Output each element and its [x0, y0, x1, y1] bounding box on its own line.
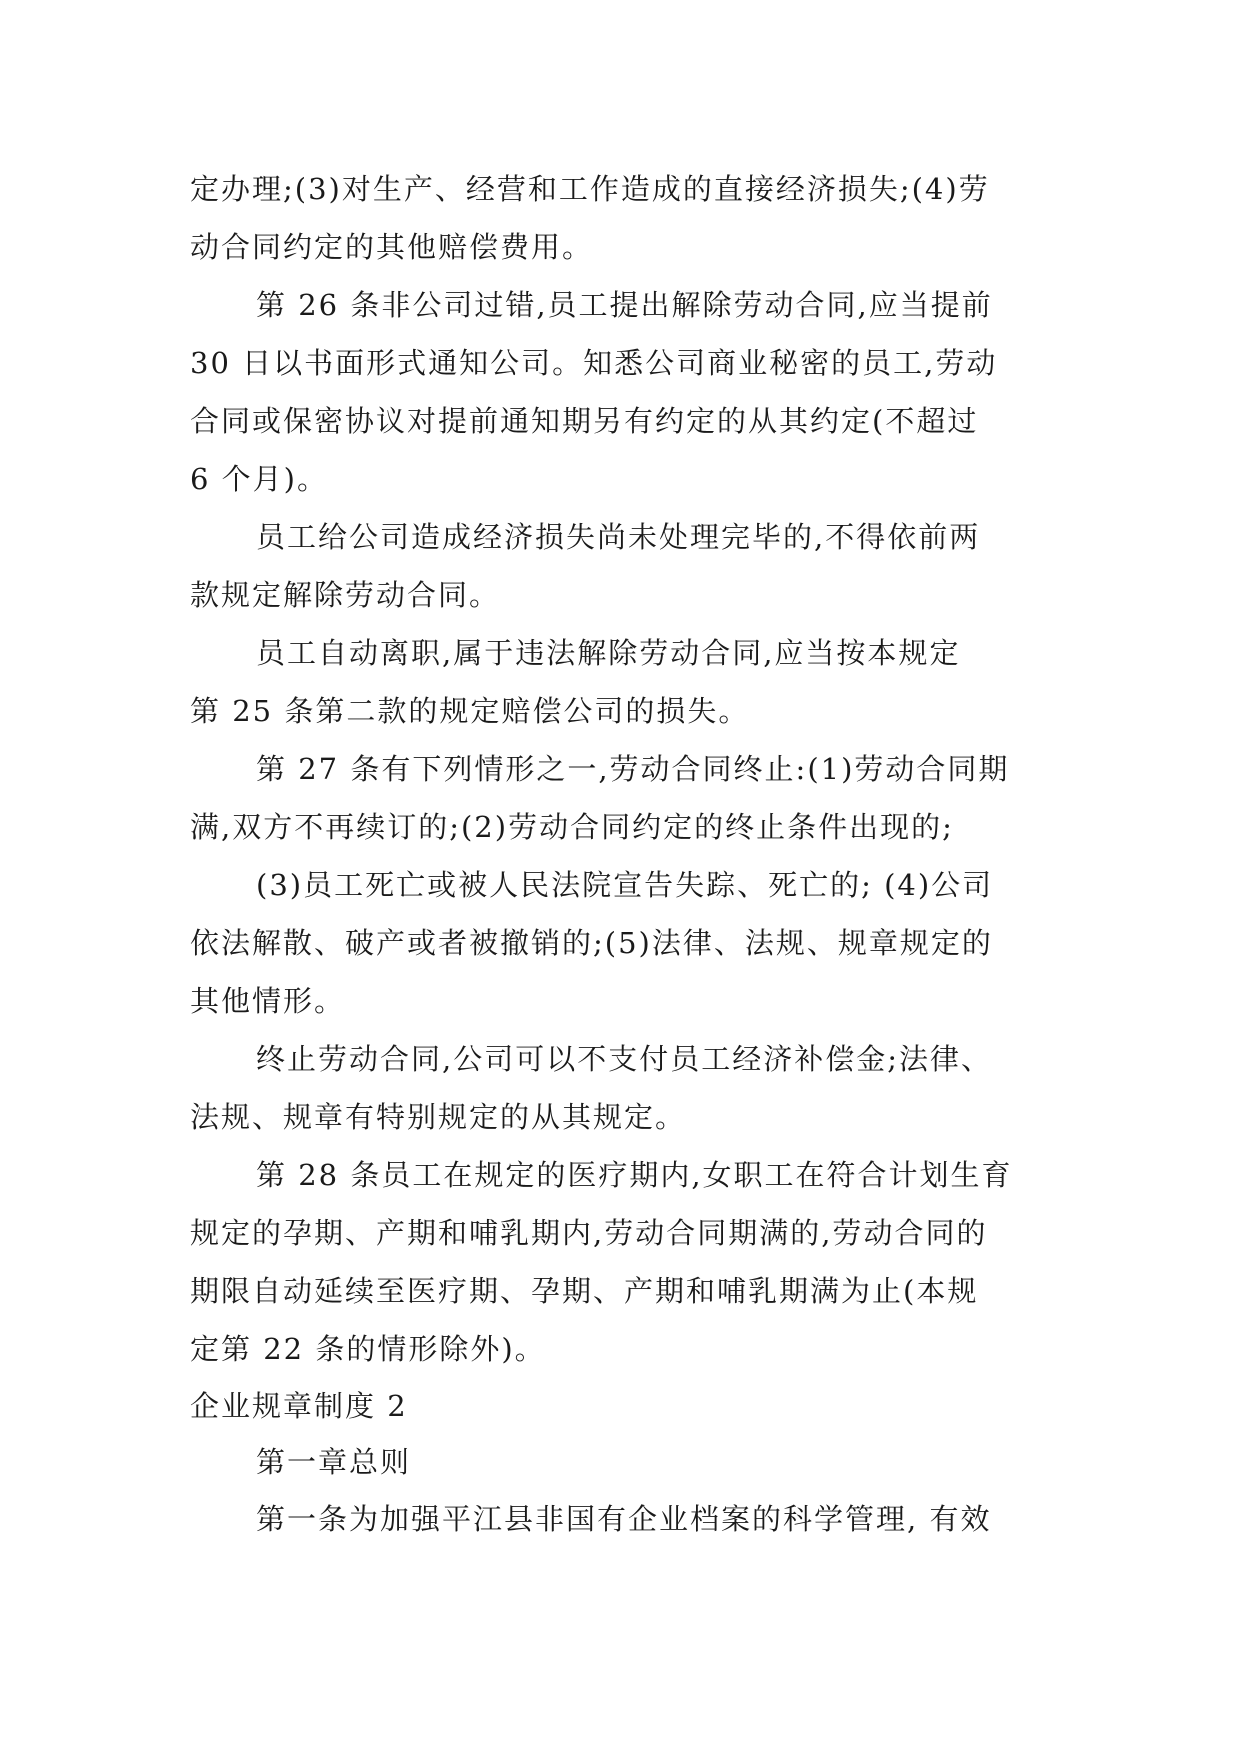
text-line: 合同或保密协议对提前通知期另有约定的从其约定(不超过: [190, 404, 979, 438]
article-26-paragraph: 第 26 条非公司过错,员工提出解除劳动合同,应当提前: [256, 288, 993, 322]
article-27-paragraph: 第 27 条有下列情形之一,劳动合同终止:(1)劳动合同期: [256, 752, 1010, 786]
article-1-paragraph: 第一条为加强平江县非国有企业档案的科学管理, 有效: [256, 1502, 992, 1536]
section-title: 企业规章制度 2: [190, 1389, 408, 1423]
paragraph-start: 员工自动离职,属于违法解除劳动合同,应当按本规定: [256, 636, 961, 670]
text-line: 依法解散、破产或者被撤销的;(5)法律、法规、规章规定的: [190, 926, 993, 960]
text-line: 定第 22 条的情形除外)。: [190, 1332, 546, 1366]
text-line: 满,双方不再续订的;(2)劳动合同约定的终止条件出现的;: [190, 810, 954, 844]
document-body: [190, 160, 1070, 1548]
text-line: 法规、规章有特别规定的从其规定。: [190, 1100, 687, 1134]
chapter-title: 第一章总则: [256, 1445, 412, 1479]
text-line: 定办理;(3)对生产、经营和工作造成的直接经济损失;(4)劳: [190, 172, 990, 206]
article-28-paragraph: 第 28 条员工在规定的医疗期内,女职工在符合计划生育: [256, 1158, 1013, 1192]
text-line: 期限自动延续至医疗期、孕期、产期和哺乳期满为止(本规: [190, 1274, 979, 1308]
text-line: 其他情形。: [190, 984, 346, 1018]
text-line: 动合同约定的其他赔偿费用。: [190, 230, 594, 264]
paragraph-start: (3)员工死亡或被人民法院宣告失踪、死亡的; (4)公司: [256, 868, 994, 902]
text-line: 第 25 条第二款的规定赔偿公司的损失。: [190, 694, 750, 728]
text-line: 30 日以书面形式通知公司。知悉公司商业秘密的员工,劳动: [190, 346, 998, 380]
paragraph-start: 员工给公司造成经济损失尚未处理完毕的,不得依前两: [256, 520, 981, 554]
text-line: 6 个月)。: [190, 462, 328, 496]
text-line: 规定的孕期、产期和哺乳期内,劳动合同期满的,劳动合同的: [190, 1216, 988, 1250]
paragraph-start: 终止劳动合同,公司可以不支付员工经济补偿金;法律、: [256, 1042, 992, 1076]
text-line: 款规定解除劳动合同。: [190, 578, 501, 612]
